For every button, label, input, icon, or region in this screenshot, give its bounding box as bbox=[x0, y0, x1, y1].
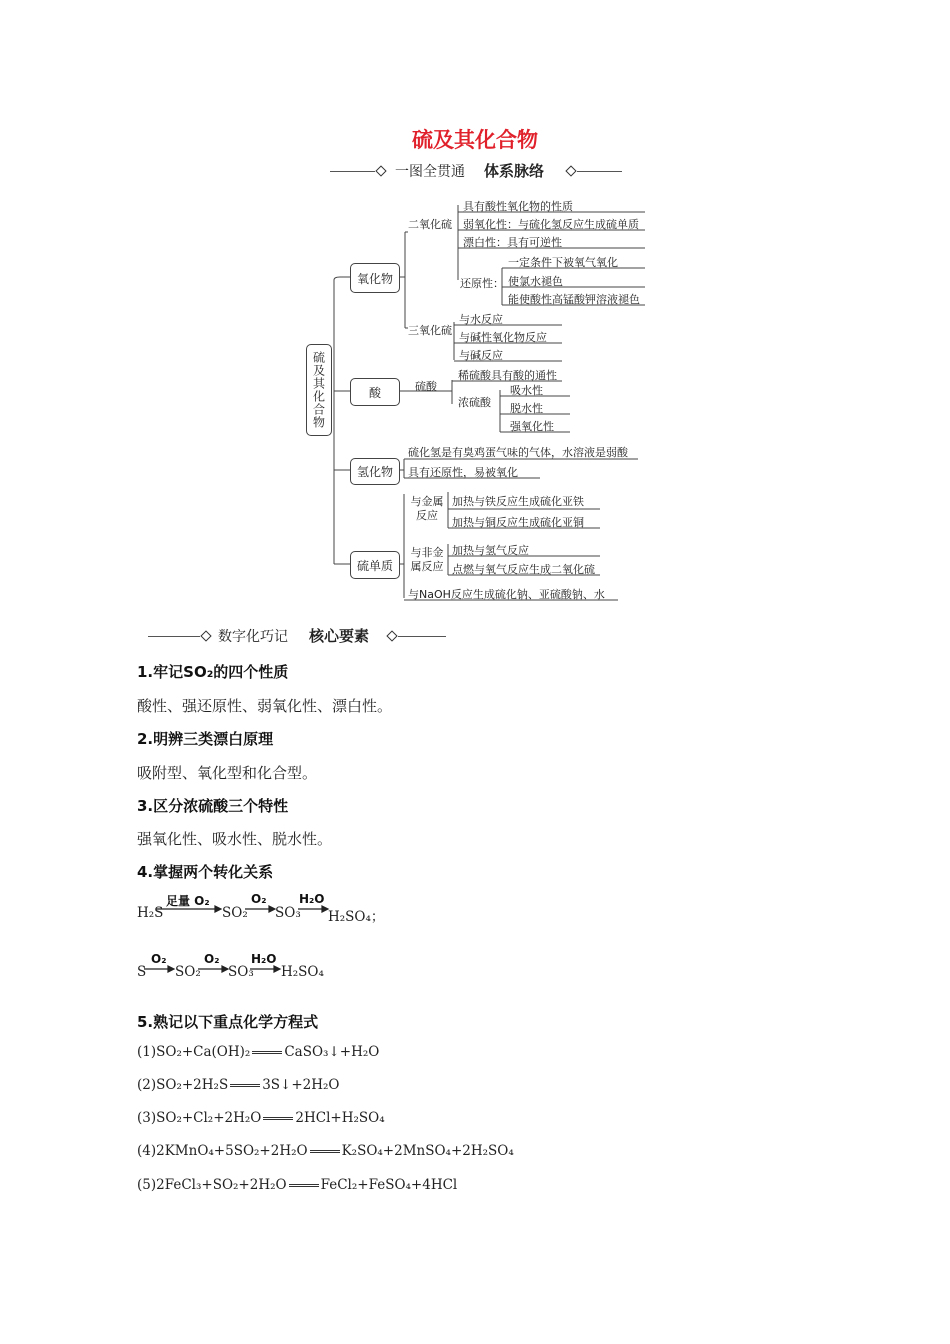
equation-number: (1) bbox=[137, 1044, 157, 1060]
reducing-item: 使氯水褪色 bbox=[508, 275, 563, 288]
banner-right-text: 体系脉络 bbox=[484, 162, 545, 180]
equation-number: (2) bbox=[137, 1077, 157, 1093]
equation-number: (5) bbox=[137, 1177, 157, 1193]
equation-row bbox=[137, 1143, 514, 1159]
so2-item: 弱氧化性：与硫化氢反应生成硫单质 bbox=[463, 218, 639, 231]
equation-rhs: 2HCl+H₂SO₄ bbox=[295, 1110, 385, 1126]
so3-label: 三氧化硫 bbox=[408, 324, 452, 337]
equation-rhs: K₂SO₄+2MnSO₄+2H₂SO₄ bbox=[341, 1143, 514, 1159]
conc-item: 强氧化性 bbox=[510, 420, 554, 433]
chain-species: SO₂ bbox=[222, 905, 248, 921]
page-title: 硫及其化合物 bbox=[412, 128, 538, 152]
metal-label: 与金属反应 bbox=[410, 495, 444, 522]
equation-lhs: SO₂+Cl₂+2H₂O bbox=[156, 1110, 262, 1126]
arrow-condition: O₂ bbox=[251, 892, 267, 906]
equation-lhs: SO₂+Ca(OH)₂ bbox=[156, 1044, 251, 1060]
mindmap-node-oxide: 氧化物 bbox=[350, 263, 400, 293]
sulfuric-label: 硫酸 bbox=[415, 380, 437, 393]
equals-sign bbox=[310, 1150, 340, 1153]
hydride-item: 硫化氢是有臭鸡蛋气味的气体，水溶液是弱酸 bbox=[408, 446, 628, 459]
metal-item: 加热与铁反应生成硫化亚铁 bbox=[452, 495, 584, 508]
chain-species: H₂SO₄ bbox=[281, 964, 324, 980]
equals-sign bbox=[263, 1117, 293, 1120]
dilute-sulfuric: 稀硫酸具有酸的通性 bbox=[458, 369, 557, 382]
equation-rhs: FeCl₂+FeSO₄+4HCl bbox=[320, 1177, 458, 1193]
reducing-label: 还原性： bbox=[460, 277, 504, 290]
chain-species: SO₃ bbox=[228, 964, 254, 980]
banner-right-text: 核心要素 bbox=[309, 627, 370, 645]
equation-row bbox=[137, 1077, 340, 1093]
chain-species: SO₃ bbox=[275, 905, 301, 921]
nonmetal-item: 加热与氢气反应 bbox=[452, 544, 529, 557]
mindmap-node-element: 硫单质 bbox=[350, 551, 400, 579]
chain-species: H₂SO₄； bbox=[328, 909, 385, 925]
reducing-item: 一定条件下被氧气氧化 bbox=[508, 256, 618, 269]
equals-sign bbox=[230, 1084, 260, 1087]
so3-item: 与碱性氧化物反应 bbox=[459, 331, 547, 344]
arrow-condition: O₂ bbox=[151, 952, 167, 966]
nonmetal-item: 点燃与氧气反应生成二氧化硫 bbox=[452, 563, 595, 576]
hydride-item: 具有还原性，易被氧化 bbox=[408, 466, 518, 479]
equation-number: (3) bbox=[137, 1110, 157, 1126]
section-heading: 2.明辨三类漂白原理 bbox=[137, 730, 274, 748]
so2-item: 漂白性：具有可逆性 bbox=[463, 236, 562, 249]
arrow-condition: O₂ bbox=[204, 952, 220, 966]
nonmetal-label: 与非金属反应 bbox=[410, 546, 444, 573]
arrow-condition: H₂O bbox=[299, 892, 325, 906]
naoh-item: 与NaOH反应生成硫化钠、亚硫酸钠、水 bbox=[408, 588, 605, 601]
equation-rhs: 3S↓+2H₂O bbox=[262, 1077, 340, 1093]
arrow-condition: H₂O bbox=[251, 952, 277, 966]
conc-item: 吸水性 bbox=[510, 384, 543, 397]
equation-lhs: 2FeCl₃+SO₂+2H₂O bbox=[156, 1177, 287, 1193]
equation-lhs: SO₂+2H₂S bbox=[156, 1077, 229, 1093]
banner-left-text: 一图全贯通 bbox=[395, 164, 465, 180]
banner-left-text: 数字化巧记 bbox=[218, 629, 288, 645]
equals-sign bbox=[252, 1051, 282, 1054]
equals-sign bbox=[289, 1184, 319, 1187]
so2-item: 具有酸性氧化物的性质 bbox=[463, 200, 573, 213]
chain-species: S bbox=[137, 964, 147, 980]
equation-row bbox=[137, 1044, 379, 1060]
mindmap-node-hydride: 氢化物 bbox=[350, 458, 400, 485]
so3-item: 与碱反应 bbox=[459, 349, 503, 362]
mindmap-root: 硫及其化合物 bbox=[306, 344, 332, 436]
arrow-condition: 足量 O₂ bbox=[166, 894, 210, 908]
conc-item: 脱水性 bbox=[510, 402, 543, 415]
section-heading: 4.掌握两个转化关系 bbox=[137, 863, 274, 881]
section-heading: 5.熟记以下重点化学方程式 bbox=[137, 1013, 319, 1031]
section-heading: 3.区分浓硫酸三个特性 bbox=[137, 797, 289, 815]
conc-label: 浓硫酸 bbox=[458, 396, 491, 409]
reducing-item: 能使酸性高锰酸钾溶液褪色 bbox=[508, 293, 640, 306]
equation-row bbox=[137, 1177, 457, 1193]
mindmap-node-acid: 酸 bbox=[350, 378, 400, 406]
chain-species: H₂S bbox=[137, 905, 164, 921]
section-heading: 1.牢记SO₂的四个性质 bbox=[137, 663, 289, 681]
so3-item: 与水反应 bbox=[459, 313, 503, 326]
equation-rhs: CaSO₃↓+H₂O bbox=[284, 1044, 380, 1060]
equation-lhs: 2KMnO₄+5SO₂+2H₂O bbox=[156, 1143, 308, 1159]
equation-number: (4) bbox=[137, 1143, 157, 1159]
chain-species: SO₂ bbox=[175, 964, 201, 980]
section-text: 吸附型、氧化型和化合型。 bbox=[137, 764, 318, 782]
section-text: 强氧化性、吸水性、脱水性。 bbox=[137, 830, 333, 848]
so2-label: 二氧化硫 bbox=[408, 218, 452, 231]
section-text: 酸性、强还原性、弱氧化性、漂白性。 bbox=[137, 697, 393, 715]
equation-row bbox=[137, 1110, 385, 1126]
metal-item: 加热与铜反应生成硫化亚铜 bbox=[452, 516, 584, 529]
